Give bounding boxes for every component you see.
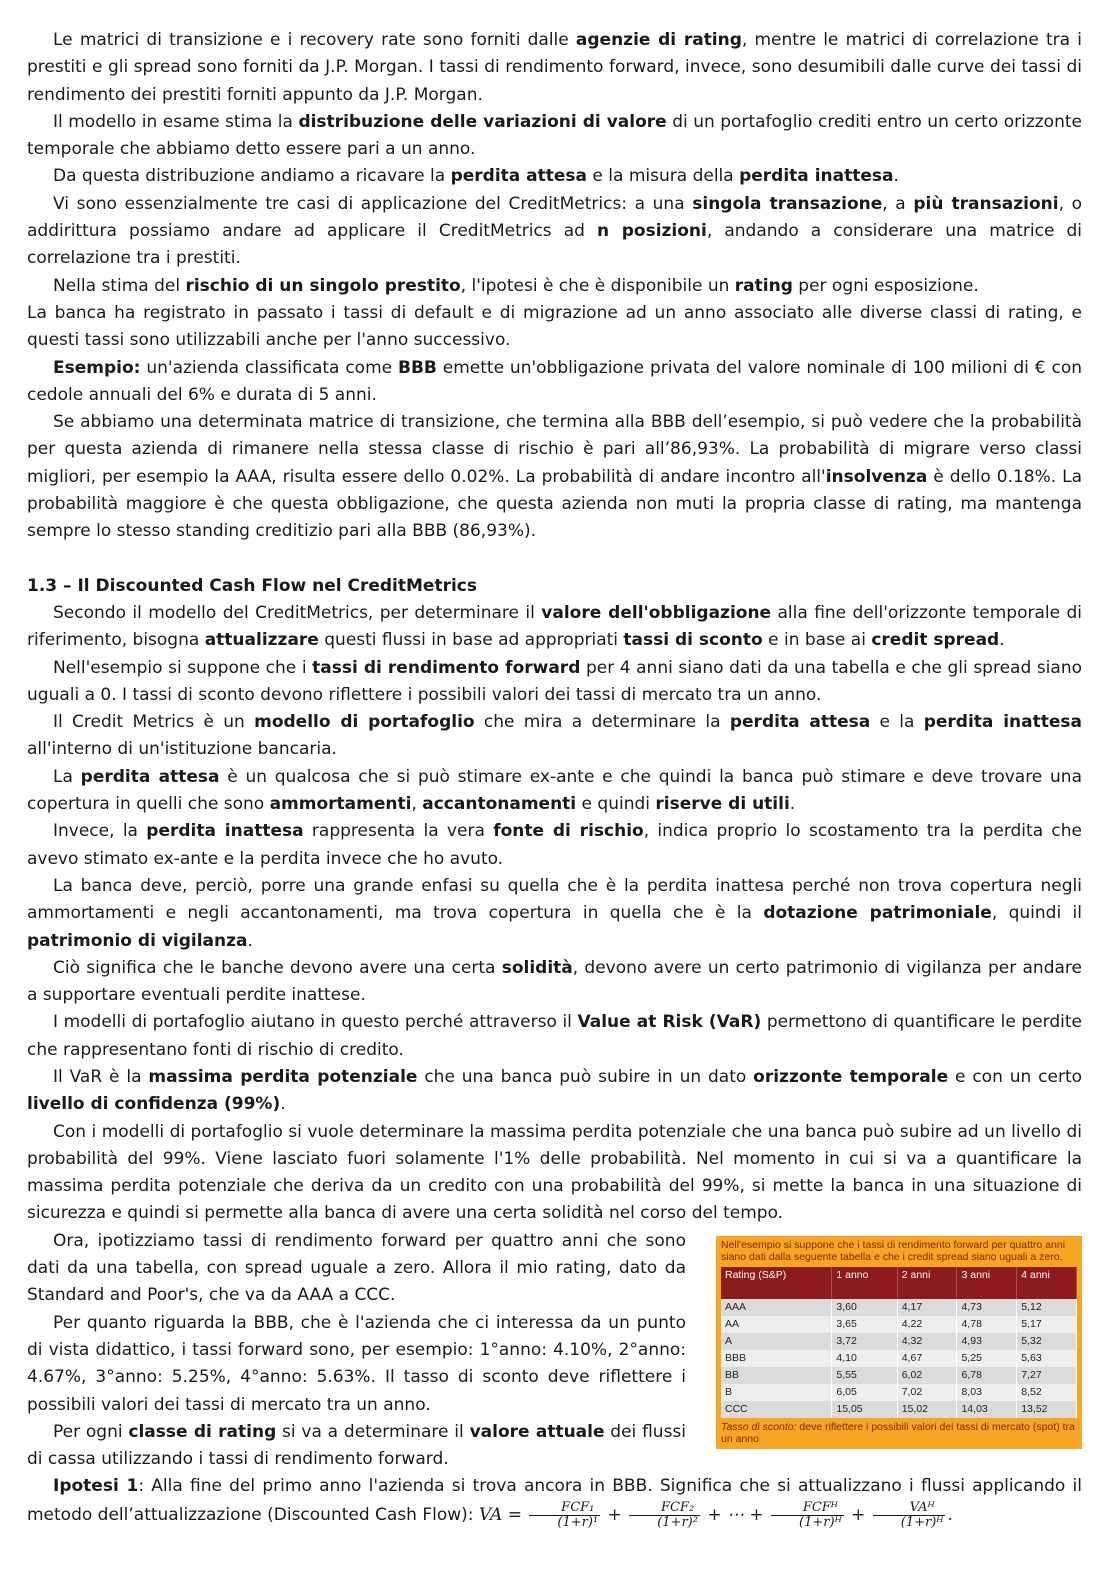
- paragraph: La perdita attesa è un qualcosa che si può stimare ex-ante e che quindi la banca può stimare e deve trovare una copertura in quelli che sono ammortamenti, accantonamenti e quindi riserve di utili.: [27, 766, 1082, 815]
- table-cell: 4,73: [957, 1299, 1017, 1316]
- table-cell: 6,02: [897, 1367, 957, 1384]
- table-cell: 15,02: [897, 1401, 957, 1418]
- paragraph: Le matrici di transizione e i recovery rate sono forniti dalle agenzie di rating, mentre le matrici di correlazione tra i prestiti e gli spread sono forniti da J.P. Morgan. I tassi di rendimento forward, invece, sono desumibili dalle curve dei tassi di rendimento dei prestiti forniti appunto da J.P. Morgan.: [27, 30, 1082, 105]
- table-cell: B: [721, 1384, 832, 1401]
- table-cell: 8,03: [957, 1384, 1017, 1401]
- column-header: 4 anni: [1017, 1267, 1077, 1299]
- paragraph: Invece, la perdita inattesa rappresenta la vera fonte di rischio, indica proprio lo scostamento tra la perdita che avevo stimato ex-ante e la perdita invece che ho avuto.: [27, 821, 1083, 869]
- table-cell: 5,12: [1017, 1299, 1077, 1316]
- paragraph: Con i modelli di portafoglio si vuole determinare la massima perdita potenziale che una banca può subire ad un livello di probabilità del 99%. Viene lasciato fuori solamente l'1% delle probabilità. Nel momento in cui si va a quantificare la massima perdita potenziale che deriva da un credito con una probabilità del 99%, si mette la banca in una situazione di sicurezza e quindi si permette alla banca di avere una certa solidità nel corso del tempo.: [27, 1121, 1082, 1224]
- paragraph: Ciò significa che le banche devono avere una certa solidità, devono avere un certo patrimonio di vigilanza per andare a supportare eventuali perdite inattese.: [27, 957, 1082, 1006]
- paragraph: Ora, ipotizziamo tassi di rendimento forward per quattro anni che sono dati da una tabella, con spread uguale a zero. Allora il mio rating, dato da Standard and Poor's, che va da AAA a CCC.: [27, 1230, 686, 1306]
- paragraph: Il Credit Metrics è un modello di portafoglio che mira a determinare la perdita attesa e la perdita inattesa all'interno di un'istituzione bancaria.: [27, 712, 1082, 760]
- forward-rates-table: [721, 1267, 1077, 1418]
- table-header-row: [721, 1267, 1077, 1299]
- table-cell: 15,05: [832, 1401, 897, 1418]
- table-cell: 4,32: [897, 1333, 957, 1350]
- table-cell: BBB: [721, 1350, 832, 1367]
- table-row: [721, 1401, 1077, 1418]
- table-cell: 4,78: [957, 1316, 1017, 1333]
- table-cell: 7,27: [1017, 1367, 1077, 1384]
- paragraph: La banca deve, perciò, porre una grande enfasi su quella che è la perdita inattesa perché non trova copertura negli ammortamenti e negli accantonamenti, ma trova copertura in quella che è la dotazione patrimoniale, quindi il patrimonio di vigilanza.: [27, 875, 1082, 951]
- fraction: $\frac{\text{VAᴴ}}{\text{(1+r)ᴴ}}$: [873, 1501, 946, 1530]
- table-cell: 7,02: [897, 1384, 957, 1401]
- table-footnote: Tasso di sconto: deve riflettere i possibili valori dei tassi di mercato (spot) tra un anno: [721, 1420, 1075, 1445]
- table-cell: 6,78: [957, 1367, 1017, 1384]
- table-cell: A: [721, 1333, 832, 1350]
- column-header: Rating (S&P): [721, 1267, 832, 1299]
- table-cell: CCC: [721, 1401, 832, 1418]
- table-cell: 3,72: [832, 1333, 897, 1350]
- table-cell: 5,17: [1017, 1316, 1077, 1333]
- table-cell: 5,25: [957, 1350, 1017, 1367]
- table-row: [721, 1384, 1077, 1401]
- table-cell: 5,55: [832, 1367, 897, 1384]
- dcf-formula: VA = $\frac{\text{FCF₁}}{\text{(1+r)¹}}$ + $\frac{\text{FCF₂}}{\text{(1+r)²}}$ + ⋯ + $\frac{\text{FCFᴴ}}{\text{(1+r)ᴴ}}$ + $\frac{\text{VAᴴ}}{\text{(1+r)ᴴ}}$ .: [478, 1499, 953, 1530]
- table-row: [721, 1333, 1077, 1350]
- table-cell: 4,22: [897, 1316, 957, 1333]
- table-cell: 4,67: [897, 1350, 957, 1367]
- paragraph: La banca ha registrato in passato i tassi di default e di migrazione ad un anno associato alle diverse classi di rating, e questi tassi sono utilizzabili anche per l'anno successivo.: [27, 302, 1082, 351]
- fraction: $\frac{\text{FCF₂}}{\text{(1+r)²}}$: [629, 1501, 700, 1530]
- forward-rates-table-box: [716, 1236, 1082, 1449]
- column-header: 2 anni: [897, 1267, 957, 1299]
- table-cell: AA: [721, 1316, 832, 1333]
- spacer: [27, 546, 1082, 573]
- paragraph: Vi sono essenzialmente tre casi di applicazione del CreditMetrics: a una singola transazione, a più transazioni, o addirittura possiamo andare ad applicare il CreditMetrics ad n posizioni, andando a considerare una matrice di correlazione tra i prestiti.: [27, 193, 1083, 269]
- table-row: [721, 1299, 1077, 1316]
- paragraph: Secondo il modello del CreditMetrics, per determinare il valore dell'obbligazione alla fine dell'orizzonte temporale di riferimento, bisogna attualizzare questi flussi in base ad appropriati tassi di sconto e in base ai credit spread.: [27, 602, 1082, 651]
- table-cell: 14,03: [957, 1401, 1017, 1418]
- paragraph: Da questa distribuzione andiamo a ricavare la perdita attesa e la misura della perdita inattesa.: [53, 166, 899, 187]
- paragraph: Per ogni classe di rating si va a determinare il valore attuale dei flussi di cassa utilizzando i tassi di rendimento forward.: [27, 1421, 687, 1470]
- fraction: $\frac{\text{FCFᴴ}}{\text{(1+r)ᴴ}}$: [771, 1501, 844, 1530]
- table-row: [721, 1316, 1077, 1333]
- fraction: $\frac{\text{FCF₁}}{\text{(1+r)¹}}$: [529, 1501, 600, 1530]
- table-cell: 5,63: [1017, 1350, 1077, 1367]
- table-cell: 4,17: [897, 1299, 957, 1316]
- section-heading: 1.3 – Il Discounted Cash Flow nel CreditMetrics: [27, 575, 477, 596]
- table-cell: 4,93: [957, 1333, 1017, 1350]
- paragraph: Per quanto riguarda la BBB, che è l'azienda che ci interessa da un punto di vista didattico, i tassi forward sono, per esempio: 1°anno: 4.10%, 2°anno: 4.67%, 3°anno: 5.25%, 4°anno: 5.63%. Il tasso di sconto deve riflettere i possibili valori dei tassi di mercato tra un anno.: [27, 1312, 686, 1415]
- column-header: 1 anno: [832, 1267, 897, 1299]
- paragraph: Ipotesi 1: Alla fine del primo anno l'azienda si trova ancora in BBB. Significa che si attualizzano i flussi applicando il metodo dell’attualizzazione (Discounted Cash Flow): VA = $\frac{\text{FCF₁}}{\text{(1+r)¹}}$ + $\frac{\text{FCF₂}}{\text{(1+r)²}}$ + ⋯ + $\frac{\text{FCFᴴ}}{\text{(1+r)ᴴ}}$ + $\frac{\text{VAᴴ}}{\text{(1+r)ᴴ}}$ .: [27, 1476, 1082, 1530]
- table-cell: 3,65: [832, 1316, 897, 1333]
- paragraph: I modelli di portafoglio aiutano in questo perché attraverso il Value at Risk (VaR) permettono di quantificare le perdite che rappresentano fonti di rischio di credito.: [27, 1012, 1082, 1060]
- table-cell: 4,10: [832, 1350, 897, 1367]
- table-cell: 5,32: [1017, 1333, 1077, 1350]
- table-cell: 8,52: [1017, 1384, 1077, 1401]
- table-row: [721, 1367, 1077, 1384]
- table-cell: BB: [721, 1367, 832, 1384]
- table-cell: 3,60: [832, 1299, 897, 1316]
- table-cell: 13,52: [1017, 1401, 1077, 1418]
- paragraph: Se abbiamo una determinata matrice di transizione, che termina alla BBB dell’esempio, si può vedere che la probabilità per questa azienda di rimanere nella stessa classe di rischio è pari all’86,93%. La probabilità di migrare verso classi migliori, per esempio la AAA, risulta essere dello 0.02%. La probabilità di andare incontro all'insolvenza è dello 0.18%. La probabilità maggiore è che questa obbligazione, che questa azienda non muti la propria classe di rating, ma mantenga sempre lo stesso standing creditizio pari alla BBB (86,93%).: [27, 412, 1083, 542]
- paragraph: Nella stima del rischio di un singolo prestito, l'ipotesi è che è disponibile un rating per ogni esposizione.: [53, 275, 979, 296]
- document-page: [27, 27, 1082, 1530]
- paragraph: Esempio: un'azienda classificata come BBB emette un'obbligazione privata del valore nominale di 100 milioni di € con cedole annuali del 6% e durata di 5 anni.: [27, 357, 1082, 405]
- paragraph: Il modello in esame stima la distribuzione delle variazioni di valore di un portafoglio crediti entro un certo orizzonte temporale che abbiamo detto essere pari a un anno.: [27, 111, 1082, 160]
- table-cell: AAA: [721, 1299, 832, 1316]
- table-cell: 6,05: [832, 1384, 897, 1401]
- paragraph: Nell'esempio si suppone che i tassi di rendimento forward per 4 anni siano dati da una tabella e che gli spread siano uguali a 0. I tassi di sconto devono riflettere i possibili valori dei tassi di mercato tra un anno.: [27, 657, 1082, 705]
- table-row: [721, 1350, 1077, 1367]
- column-header: 3 anni: [957, 1267, 1017, 1299]
- table-caption: Nell'esempio si suppone che i tassi di rendimento forward per quattro anni siano dati dalla seguente tabella e che i credit spread siano uguali a zero.: [721, 1238, 1066, 1263]
- paragraph: Il VaR è la massima perdita potenziale che una banca può subire in un dato orizzonte temporale e con un certo livello di confidenza (99%).: [27, 1066, 1083, 1115]
